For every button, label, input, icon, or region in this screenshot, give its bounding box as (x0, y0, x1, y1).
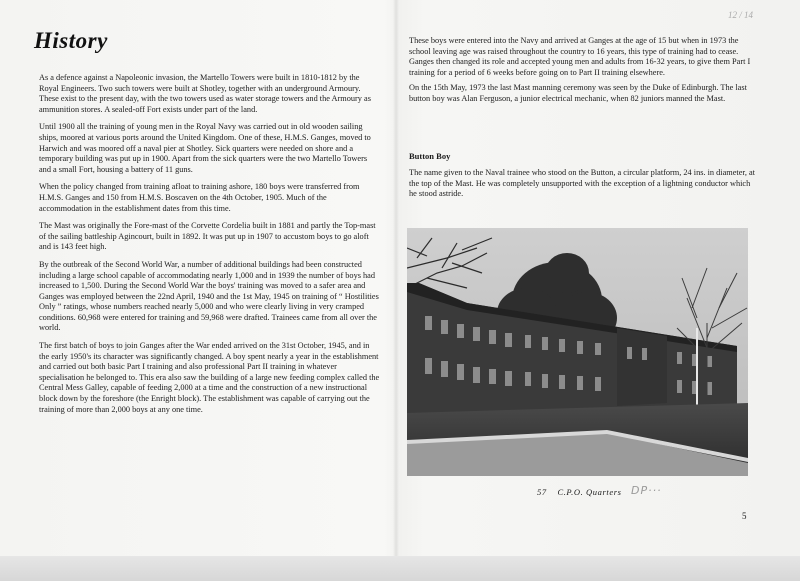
left-text-column (39, 73, 381, 422)
page-title: History (34, 28, 108, 53)
photo-number: 57 (537, 487, 547, 497)
paragraph-entry-age: These boys were entered into the Navy and arrived at Ganges at the age of 15 but when in 1973 the school leaving age was raised throughout the country to 16 years, this type of training had to cease. Ganges then changed its role and accepted young men and adults from 16-32 years, to give them Part I training for a period of 6 weeks before going on to Part II training elsewhere. (409, 36, 751, 77)
pencil-annotation: DP··· (631, 484, 662, 497)
right-text-column (409, 36, 755, 205)
paragraph-last-mast-manning: On the 15th May, 1973 the last Mast manning ceremony was seen by the Duke of Edinburgh. The last button boy was Alan Ferguson, a junior electrical mechanic, when 82 juniors manned the Mast. (409, 83, 747, 103)
paragraph-post-war: The first batch of boys to join Ganges after the War ended arrived on the 31st October, 1945, and in the early 1950's its character was significantly changed. A boy spent nearly a year in the establishment and carried out both basic Part I training and also professional Part II training in whatever specialisation he belonged to. This era also saw the building of a large new feeding complex called the Central Mess Galley, capable of feeding 2,000 at a time and the construction of a new instructional block down by the foreshore (the Enright block). The establishment was capable of carrying out the training of more than 2,000 boys at any one time. (39, 341, 380, 414)
photo-caption-text: C.P.O. Quarters (557, 487, 622, 497)
cpo-quarters-photo (407, 228, 748, 476)
paragraph-sailing-ships: Until 1900 all the training of young men in the Royal Navy was carried out in old wooden sailing ships, moored at various ports around the United Kingdom. One of these, H.M.S. Ganges, moved to Harwich and was moored off a naval pier at Shotley. Sick quarters were needed on shore and a temporary building was put up in 1900. Apart from the sick quarters were the two Martello Towers and a small Fort, housing a battery of 11 guns. (39, 122, 371, 174)
page-gutter-shadow (393, 0, 399, 581)
margin-annotation: 12 / 14 (728, 10, 754, 20)
photo-caption (537, 487, 622, 497)
section-heading-button-boy: Button Boy (409, 150, 451, 161)
page-number: 5 (742, 511, 747, 521)
paragraph-martello-towers: As a defence against a Napoleonic invasion, the Martello Towers were built in 1810-1812 by the Royal Engineers. Two such towers were built at Shotley, together with an underground Armoury. These exist to the present day, with the two towers used as water storage towers and the Armoury as ammunition stores. A sealed-off Fort exists under part of the land. (39, 73, 371, 114)
paragraph-button-boy: The name given to the Naval trainee who stood on the Button, a circular platform, 24 ins. in diameter, at the top of the Mast. He was completely unsupported with the exception of a lightning conductor which he stood astride. (409, 168, 755, 199)
paragraph-the-mast: The Mast was originally the Fore-mast of the Corvette Cordelia built in 1881 and partly the Top-mast of the sailing battleship Agincourt, built in 1892. It was put up in 1907 to accustom boys to go aloft and is 143 feet high. (39, 221, 376, 252)
scan-bottom-edge (0, 556, 800, 581)
paragraph-second-world-war: By the outbreak of the Second World War, a number of additional buildings had been constructed including a large school capable of accommodating nearly 1,000 and in 1939 the number of boys had increased to 1,500. During the Second World War the boys' training was moved to a safer area and Ganges was employed between the 22nd April, 1940 and the 1st May, 1945 on training of “ Hostilities Only ” ratings, whose numbers reached nearly 5,000 and who were clearly living in very cramped conditions. 60,968 were entered for training and 59,968 were drafted. Trainees came from all over the world. (39, 259, 379, 333)
photo-illustration (407, 228, 748, 476)
paragraph-training-ashore: When the policy changed from training afloat to training ashore, 180 boys were transferred from H.M.S. Ganges and 150 from H.M.S. Boscaven on the 4th October, 1905. Much of the accommodation in the establishment dates from this time. (39, 182, 360, 213)
